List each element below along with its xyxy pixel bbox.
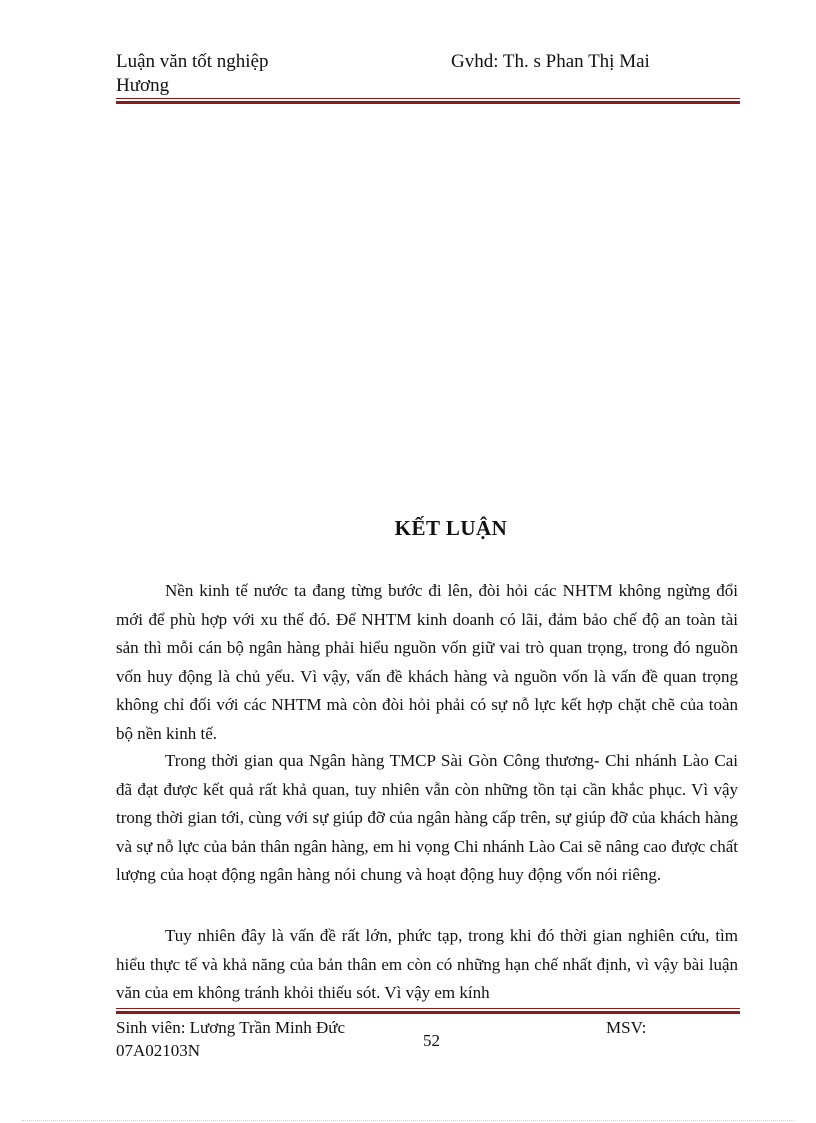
page-title: KẾT LUẬN [394,516,508,540]
header-supervisor: Gvhd: Th. s Phan Thị Mai [451,51,650,72]
header-rule [116,98,740,104]
footer-rule [116,1008,740,1014]
footer-msv-label: MSV: [606,1018,647,1037]
page-number: 52 [423,1031,440,1050]
footer-student: Sinh viên: Lương Trần Minh Đức [116,1018,346,1037]
paragraph-1: Nền kinh tế nước ta đang từng bước đi lên, đòi hỏi các NHTM không ngừng đổi mới để phù hợp với xu thế đó. Để NHTM kinh doanh có lãi, đảm bảo chế độ an toàn tài sản thì mỗi cán bộ ngân hàng phải hiểu nguồn vốn giữ vai trò quan trọng, trong đó nguồn vốn huy động là chủ yếu. Vì vậy, vấn đề khách hàng và nguồn vốn là vấn đề quan trọng không chỉ đối với các NHTM mà còn đòi hỏi phải có sự nỗ lực kết hợp chặt chẽ của toàn bộ nền kinh tế. [116,581,738,743]
footer-student-id: 07A02103N [116,1041,201,1060]
header-left-line1: Luận văn tốt nghiệp [116,51,269,72]
page-edge-divider [22,1120,794,1121]
paragraph-2: Trong thời gian qua Ngân hàng TMCP Sài Gòn Công thương- Chi nhánh Lào Cai đã đạt được kết quả rất khả quan, tuy nhiên vẫn còn những tồn tại cần khắc phục. Vì vậy trong thời gian tới, cùng với sự giúp đỡ của ngân hàng cấp trên, sự giúp đỡ của khách hàng và sự nỗ lực của bản thân ngân hàng, em hi vọng Chi nhánh Lào Cai sẽ nâng cao được chất lượng của hoạt động ngân hàng nói chung và hoạt động huy động vốn nói riêng. [116,751,738,885]
paragraph-3: Tuy nhiên đây là vấn đề rất lớn, phức tạp, trong khi đó thời gian nghiên cứu, tìm hiểu thực tế và khả năng của bản thân em còn có những hạn chế nhất định, vì vậy bài luận văn của em không tránh khỏi thiếu sót. Vì vậy em kính [116,926,738,1003]
header-left-line2: Hương [116,75,170,96]
